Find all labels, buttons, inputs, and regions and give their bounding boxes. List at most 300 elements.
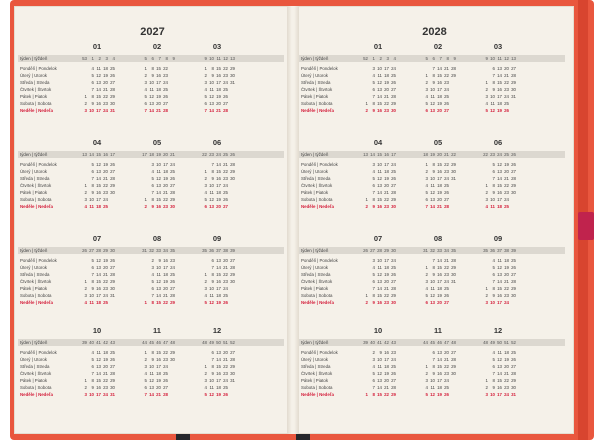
day-row: 5 12 19 26 (91, 258, 115, 263)
day-row: 3 10 17 24 (485, 300, 509, 305)
day-row: 7 14 21 28 (432, 258, 456, 263)
day-row: 1 8 15 22 29 (425, 364, 456, 369)
year-title: 2028 (422, 26, 447, 38)
day-label: Středa | Streda (20, 176, 50, 181)
day-row: 3 10 17 24 (144, 80, 168, 85)
day-row: 7 14 21 28 (372, 385, 396, 390)
day-label: Čtvrtek | Štvrtok (301, 279, 333, 284)
day-row: 7 14 21 28 (211, 162, 235, 167)
day-row: 2 9 16 23 30 (485, 385, 516, 390)
day-row: 2 9 16 23 (144, 73, 168, 78)
day-label: Neděle | Nedeľa (20, 108, 53, 113)
week-label: týden | týždeň (20, 340, 48, 345)
week-label: týden | týždeň (301, 152, 329, 157)
week-label: týden | týždeň (301, 248, 329, 253)
day-row: 2 9 16 23 30 (84, 286, 115, 291)
month-number: 06 (212, 138, 222, 147)
day-row: 3 10 17 24 (151, 265, 175, 270)
day-row: 6 13 20 27 (492, 272, 516, 277)
day-row: 6 13 20 27 (492, 66, 516, 71)
day-row: 7 14 21 28 (211, 357, 235, 362)
month-number: 08 (152, 234, 162, 243)
day-label: Pondělí | Pondelok (301, 258, 338, 263)
day-row: 5 12 19 26 (204, 392, 228, 397)
day-row: 6 13 20 27 (372, 279, 396, 284)
week-numbers: 48 49 50 51 52 (483, 340, 516, 345)
day-row: 2 9 16 23 30 (365, 300, 396, 305)
day-label: Středa | Streda (301, 176, 331, 181)
week-numbers: 26 27 28 29 30 (82, 248, 115, 253)
day-row: 2 9 16 23 30 (84, 190, 115, 195)
day-row: 4 11 18 25 (372, 364, 396, 369)
day-row: 2 9 16 23 30 (144, 204, 175, 209)
day-row: 6 13 20 27 (425, 300, 449, 305)
day-label: Sobota | Sobota (20, 293, 52, 298)
day-row: 4 11 18 25 (425, 286, 449, 291)
day-label: Pátek | Piatok (20, 378, 48, 383)
day-row: 6 13 20 27 (211, 350, 235, 355)
day-row: 1 8 15 22 29 (425, 265, 456, 270)
day-row: 1 8 15 22 29 (485, 183, 516, 188)
day-row: 3 10 17 24 (372, 357, 396, 362)
week-numbers: 39 40 41 42 43 (363, 340, 396, 345)
day-row: 7 14 21 28 (372, 286, 396, 291)
day-row: 7 14 21 28 (432, 66, 456, 71)
week-numbers: 48 49 50 51 52 (202, 340, 235, 345)
day-row: 2 9 16 23 30 (204, 371, 235, 376)
month-number: 12 (493, 326, 503, 335)
day-row: 4 11 18 25 (485, 101, 509, 106)
day-row: 4 11 18 25 (425, 183, 449, 188)
month-days (481, 161, 516, 210)
day-row: 6 13 20 27 (372, 87, 396, 92)
day-row: 6 13 20 27 (91, 265, 115, 270)
month-days (140, 257, 175, 306)
day-row: 5 12 19 26 (204, 94, 228, 99)
day-row: 4 11 18 25 (91, 66, 115, 71)
month-days (421, 65, 456, 114)
day-label: Neděle | Nedeľa (20, 392, 53, 397)
day-row: 4 11 18 25 (485, 204, 509, 209)
week-numbers: 17 18 19 20 21 (142, 152, 175, 157)
day-row: 3 10 17 24 31 (425, 279, 456, 284)
day-row: 7 14 21 28 (91, 371, 115, 376)
day-row: 6 13 20 27 (425, 108, 449, 113)
day-labels (301, 161, 338, 210)
day-label: Pondělí | Pondelok (20, 162, 57, 167)
day-row: 2 9 16 23 (425, 80, 449, 85)
day-row: 2 9 16 23 30 (204, 73, 235, 78)
month-days (361, 65, 396, 114)
day-row: 4 11 18 25 (151, 169, 175, 174)
week-numbers: 35 36 37 38 39 (483, 248, 516, 253)
day-label: Středa | Streda (20, 272, 50, 277)
day-row: 6 13 20 27 (492, 169, 516, 174)
month-number: 02 (433, 42, 443, 51)
week-numbers: 9 10 11 12 13 (485, 56, 516, 61)
day-label: Středa | Streda (20, 80, 50, 85)
day-row: 5 12 19 26 (425, 190, 449, 195)
week-numbers: 26 27 28 29 30 (363, 248, 396, 253)
day-labels (301, 65, 338, 114)
day-row: 4 11 18 25 (372, 73, 396, 78)
day-row: 6 13 20 27 (144, 385, 168, 390)
day-row: 4 11 18 25 (204, 385, 228, 390)
day-row: 4 11 18 25 (204, 87, 228, 92)
day-row: 5 12 19 26 (91, 357, 115, 362)
day-row: 5 12 19 26 (91, 73, 115, 78)
month-days (481, 257, 516, 306)
month-number: 04 (92, 138, 102, 147)
day-row: 3 10 17 24 31 (84, 392, 115, 397)
day-row: 1 8 15 22 29 (84, 94, 115, 99)
month-days (80, 161, 115, 210)
day-row: 2 9 16 23 30 (425, 169, 456, 174)
day-label: Úterý | Utorok (301, 169, 329, 174)
day-row: 5 12 19 26 (372, 80, 396, 85)
day-row: 4 11 18 25 (204, 293, 228, 298)
day-label: Úterý | Utorok (301, 265, 329, 270)
day-row: 7 14 21 28 (91, 176, 115, 181)
week-numbers: 18 19 20 21 22 (423, 152, 456, 157)
day-row: 5 12 19 26 (372, 371, 396, 376)
day-label: Úterý | Utorok (301, 357, 329, 362)
day-row: 7 14 21 28 (492, 176, 516, 181)
day-row: 1 8 15 22 29 (485, 80, 516, 85)
day-row: 2 9 16 23 30 (485, 87, 516, 92)
day-row: 3 10 17 24 31 (485, 392, 516, 397)
day-row: 1 8 15 22 29 (144, 300, 175, 305)
day-row: 5 12 19 26 (204, 300, 228, 305)
day-label: Sobota | Sobota (301, 101, 333, 106)
day-row: 5 12 19 26 (425, 392, 449, 397)
day-row: 2 9 16 23 30 (425, 371, 456, 376)
day-row: 2 9 16 23 30 (365, 108, 396, 113)
day-row: 3 10 17 24 (372, 258, 396, 263)
day-row: 5 12 19 26 (492, 265, 516, 270)
day-row: 7 14 21 28 (91, 272, 115, 277)
day-row: 1 8 15 22 29 (204, 272, 235, 277)
day-row: 4 11 18 25 (372, 169, 396, 174)
day-row: 5 12 19 26 (425, 293, 449, 298)
day-labels (301, 257, 338, 306)
day-row: 5 12 19 26 (151, 279, 175, 284)
week-label: týden | týždeň (20, 56, 48, 61)
day-row: 2 9 16 23 30 (84, 385, 115, 390)
day-row: 1 8 15 22 29 (84, 183, 115, 188)
day-row: 7 14 21 28 (425, 204, 449, 209)
day-label: Sobota | Sobota (301, 293, 333, 298)
day-label: Čtvrtek | Štvrtok (301, 371, 333, 376)
day-row: 7 14 21 28 (372, 190, 396, 195)
month-days (140, 349, 175, 398)
month-number: 07 (92, 234, 102, 243)
day-row: 5 12 19 26 (492, 162, 516, 167)
day-label: Úterý | Utorok (301, 73, 329, 78)
day-label: Čtvrtek | Štvrtok (301, 183, 333, 188)
week-numbers: 9 10 11 12 13 (204, 56, 235, 61)
day-label: Úterý | Utorok (20, 265, 48, 270)
day-label: Pondělí | Pondelok (20, 66, 57, 71)
day-row: 4 11 18 25 (91, 350, 115, 355)
day-row: 1 8 15 22 29 (365, 392, 396, 397)
day-label: Pátek | Piatok (301, 190, 329, 195)
day-row: 1 8 15 22 29 (365, 197, 396, 202)
day-label: Sobota | Sobota (20, 197, 52, 202)
day-label: Neděle | Nedeľa (301, 204, 334, 209)
month-number: 10 (373, 326, 383, 335)
day-row: 3 10 17 24 31 (84, 108, 115, 113)
day-row: 3 10 17 24 (204, 183, 228, 188)
month-days (140, 161, 175, 210)
day-labels (20, 65, 57, 114)
month-days (361, 161, 396, 210)
day-row: 3 10 17 24 (425, 378, 449, 383)
day-row: 4 11 18 25 (492, 350, 516, 355)
month-days (80, 65, 115, 114)
week-label: týden | týždeň (20, 248, 48, 253)
day-label: Pondělí | Pondelok (20, 258, 57, 263)
day-row: 3 10 17 24 (151, 162, 175, 167)
day-row: 2 9 16 23 30 (84, 101, 115, 106)
day-labels (20, 349, 57, 398)
day-label: Čtvrtek | Štvrtok (20, 87, 52, 92)
day-row: 6 13 20 27 (151, 183, 175, 188)
day-row: 4 11 18 25 (204, 190, 228, 195)
day-row: 3 10 17 24 (425, 87, 449, 92)
day-row: 1 8 15 22 29 (365, 293, 396, 298)
day-row: 6 13 20 27 (425, 197, 449, 202)
day-row: 6 13 20 27 (432, 350, 456, 355)
day-row: 3 10 17 24 31 (485, 94, 516, 99)
day-row: 5 12 19 26 (91, 162, 115, 167)
day-row: 3 10 17 24 (485, 197, 509, 202)
day-label: Pátek | Piatok (301, 94, 329, 99)
day-row: 1 8 15 22 29 (204, 66, 235, 71)
day-row: 6 13 20 27 (204, 204, 228, 209)
day-row: 5 12 19 26 (144, 378, 168, 383)
week-numbers: 44 45 46 47 48 (423, 340, 456, 345)
month-number: 07 (373, 234, 383, 243)
day-label: Čtvrtek | Štvrtok (20, 183, 52, 188)
day-row: 4 11 18 25 (144, 371, 168, 376)
day-row: 7 14 21 28 (492, 279, 516, 284)
month-number: 03 (493, 42, 503, 51)
day-row: 3 10 17 24 31 (204, 378, 235, 383)
month-days (200, 65, 235, 114)
month-days (481, 65, 516, 114)
day-label: Pátek | Piatok (20, 94, 48, 99)
week-numbers: 39 40 41 42 43 (82, 340, 115, 345)
day-row: 5 12 19 26 (372, 272, 396, 277)
day-label: Pátek | Piatok (301, 378, 329, 383)
day-row: 4 11 18 25 (144, 87, 168, 92)
day-row: 2 9 16 23 30 (204, 279, 235, 284)
page-gutter (287, 6, 299, 434)
day-labels (301, 349, 338, 398)
day-row: 5 12 19 26 (204, 197, 228, 202)
day-row: 6 13 20 27 (211, 258, 235, 263)
week-numbers: 5 6 7 8 9 (144, 56, 175, 61)
day-row: 6 13 20 27 (372, 183, 396, 188)
day-row: 5 12 19 26 (425, 101, 449, 106)
month-number: 02 (152, 42, 162, 51)
week-numbers: 5 6 7 8 9 (425, 56, 456, 61)
day-label: Pondělí | Pondelok (301, 66, 338, 71)
day-row: 2 9 16 23 30 (365, 204, 396, 209)
day-label: Středa | Streda (301, 364, 331, 369)
day-row: 1 8 15 22 29 (204, 364, 235, 369)
day-label: Úterý | Utorok (20, 357, 48, 362)
day-row: 4 11 18 25 (492, 258, 516, 263)
month-days (140, 65, 175, 114)
month-days (361, 349, 396, 398)
day-row: 4 11 18 25 (84, 300, 108, 305)
day-label: Pátek | Piatok (20, 190, 48, 195)
day-row: 7 14 21 28 (492, 73, 516, 78)
day-row: 6 13 20 27 (144, 101, 168, 106)
day-row: 2 9 16 23 30 (204, 176, 235, 181)
day-label: Čtvrtek | Štvrtok (20, 371, 52, 376)
day-label: Středa | Streda (301, 80, 331, 85)
month-days (421, 257, 456, 306)
month-number: 01 (373, 42, 383, 51)
week-numbers: 53 1 2 3 4 (82, 56, 115, 61)
day-row: 7 14 21 28 (144, 392, 168, 397)
day-row: 6 13 20 27 (151, 286, 175, 291)
day-row: 2 9 16 23 30 (485, 190, 516, 195)
month-days (80, 257, 115, 306)
day-row: 2 9 16 23 30 (485, 293, 516, 298)
day-row: 4 11 18 25 (425, 94, 449, 99)
day-row: 1 8 15 22 29 (425, 73, 456, 78)
day-row: 5 12 19 26 (144, 94, 168, 99)
month-number: 10 (92, 326, 102, 335)
day-row: 2 9 16 23 (372, 350, 396, 355)
day-row: 1 8 15 22 29 (144, 197, 175, 202)
day-row: 7 14 21 28 (204, 108, 228, 113)
day-row: 7 14 21 28 (372, 94, 396, 99)
day-row: 7 14 21 28 (211, 265, 235, 270)
day-row: 4 11 18 25 (151, 272, 175, 277)
month-days (200, 349, 235, 398)
day-labels (20, 161, 57, 210)
week-label: týden | týždeň (301, 56, 329, 61)
day-row: 7 14 21 28 (151, 293, 175, 298)
day-row: 1 8 15 22 29 (485, 378, 516, 383)
day-label: Úterý | Utorok (20, 169, 48, 174)
month-number: 05 (433, 138, 443, 147)
day-row: 1 8 15 22 29 (485, 286, 516, 291)
day-row: 7 14 21 28 (144, 108, 168, 113)
day-row: 2 9 16 23 30 (144, 357, 175, 362)
year-title: 2027 (140, 26, 165, 38)
week-numbers: 31 32 33 34 35 (142, 248, 175, 253)
day-row: 3 10 17 24 (144, 364, 168, 369)
day-row: 5 12 19 26 (372, 176, 396, 181)
day-row: 7 14 21 28 (151, 190, 175, 195)
day-label: Pátek | Piatok (20, 286, 48, 291)
month-number: 09 (212, 234, 222, 243)
day-label: Čtvrtek | Štvrtok (20, 279, 52, 284)
day-row: 6 13 20 27 (204, 101, 228, 106)
month-days (80, 349, 115, 398)
day-row: 3 10 17 24 (372, 162, 396, 167)
month-number: 12 (212, 326, 222, 335)
day-row: 3 10 17 24 (372, 66, 396, 71)
week-numbers: 22 23 24 25 26 (483, 152, 516, 157)
week-numbers: 44 45 46 47 48 (142, 340, 175, 345)
day-row: 3 10 17 24 31 (204, 80, 235, 85)
month-days (200, 161, 235, 210)
day-label: Neděle | Nedeľa (20, 204, 53, 209)
week-numbers: 35 36 37 38 39 (202, 248, 235, 253)
day-label: Sobota | Sobota (301, 197, 333, 202)
day-row: 5 12 19 26 (151, 176, 175, 181)
week-label: týden | týždeň (20, 152, 48, 157)
month-number: 11 (153, 326, 161, 335)
day-label: Sobota | Sobota (301, 385, 333, 390)
day-label: Pondělí | Pondelok (20, 350, 57, 355)
day-label: Sobota | Sobota (20, 385, 52, 390)
month-days (200, 257, 235, 306)
month-days (421, 161, 456, 210)
day-row: 6 13 20 27 (91, 364, 115, 369)
day-labels (20, 257, 57, 306)
month-number: 01 (92, 42, 102, 51)
day-label: Neděle | Nedeľa (301, 392, 334, 397)
day-row: 3 10 17 24 (84, 197, 108, 202)
week-numbers: 13 14 15 16 17 (82, 152, 115, 157)
month-days (421, 349, 456, 398)
day-label: Neděle | Nedeľa (20, 300, 53, 305)
month-days (481, 349, 516, 398)
day-row: 3 10 17 24 (204, 286, 228, 291)
day-row: 4 11 18 25 (84, 204, 108, 209)
day-row: 1 8 15 22 29 (84, 378, 115, 383)
month-number: 11 (434, 326, 442, 335)
month-number: 09 (493, 234, 503, 243)
day-row: 6 13 20 27 (372, 378, 396, 383)
day-row: 6 13 20 27 (91, 80, 115, 85)
day-label: Středa | Streda (20, 364, 50, 369)
day-row: 4 11 18 25 (425, 385, 449, 390)
left-page (14, 6, 291, 434)
day-row: 1 8 15 22 29 (84, 279, 115, 284)
day-row: 3 10 17 24 31 (425, 176, 456, 181)
month-number: 05 (152, 138, 162, 147)
week-numbers: 31 32 33 34 35 (423, 248, 456, 253)
day-row: 6 13 20 27 (91, 169, 115, 174)
day-label: Neděle | Nedeľa (301, 108, 334, 113)
day-row: 5 12 19 26 (485, 108, 509, 113)
day-row: 7 14 21 28 (432, 357, 456, 362)
month-number: 08 (433, 234, 443, 243)
day-row: 4 11 18 25 (372, 265, 396, 270)
month-number: 06 (493, 138, 503, 147)
day-row: 2 9 16 23 30 (425, 272, 456, 277)
day-label: Pátek | Piatok (301, 286, 329, 291)
elastic-band (578, 212, 594, 240)
day-label: Středa | Streda (301, 272, 331, 277)
month-number: 04 (373, 138, 383, 147)
day-row: 6 13 20 27 (492, 364, 516, 369)
day-label: Pondělí | Pondelok (301, 162, 338, 167)
day-label: Pondělí | Pondelok (301, 350, 338, 355)
week-numbers: 22 23 24 25 26 (202, 152, 235, 157)
month-number: 03 (212, 42, 222, 51)
week-numbers: 52 1 2 3 4 (363, 56, 396, 61)
